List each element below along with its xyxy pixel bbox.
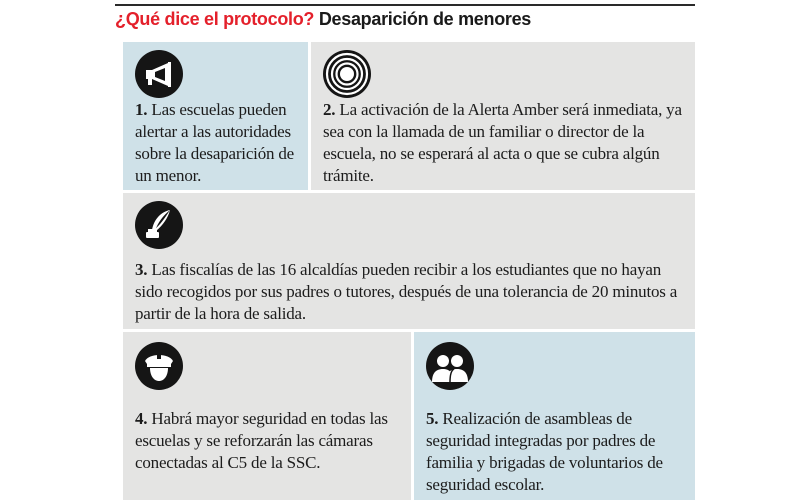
target-icon bbox=[323, 50, 371, 98]
megaphone-icon bbox=[135, 50, 183, 98]
item-4-text bbox=[135, 408, 407, 474]
item-5-text bbox=[426, 408, 688, 496]
item-3-number: 3. bbox=[135, 260, 148, 279]
police-officer-icon bbox=[135, 342, 183, 390]
infographic bbox=[115, 0, 695, 500]
item-3-panel bbox=[123, 193, 695, 329]
item-3-body: Las fiscalías de las 16 alcaldías pueden recibir a los estudiantes que no hayan sido recogidos por sus padres o tutores, después de una tolerancia de 20 minutos a partir de la hora de salida. bbox=[135, 260, 678, 323]
item-1-panel bbox=[123, 42, 308, 190]
people-icon bbox=[426, 342, 474, 390]
quill-icon bbox=[135, 201, 183, 249]
item-5-number: 5. bbox=[426, 409, 439, 428]
item-4-body: Habrá mayor seguridad en todas las escuelas y se reforzarán las cámaras conectadas al C5 de la SSC. bbox=[135, 409, 388, 472]
item-1-number: 1. bbox=[135, 100, 148, 119]
item-2-text bbox=[323, 99, 691, 187]
item-5-panel bbox=[414, 332, 695, 500]
item-1-text bbox=[135, 99, 303, 187]
item-2-number: 2. bbox=[323, 100, 336, 119]
item-2-panel bbox=[311, 42, 695, 190]
title-accent: ¿Qué dice el protocolo? bbox=[115, 9, 315, 29]
item-1-body: Las escuelas pueden alertar a las autoridades sobre la desaparición de un menor. bbox=[135, 100, 294, 185]
item-2-body: La activación de la Alerta Amber será inmediata, ya sea con la llamada de un familiar o director de la escuela, no se esperará al acta o que se cubra algún trámite. bbox=[323, 100, 682, 185]
item-5-body: Realización de asambleas de seguridad integradas por padres de familia y brigadas de voluntarios de seguridad escolar. bbox=[426, 409, 663, 494]
item-4-number: 4. bbox=[135, 409, 148, 428]
item-3-text bbox=[135, 259, 691, 325]
page-title bbox=[115, 6, 531, 32]
title-rest: Desaparición de menores bbox=[318, 9, 532, 29]
item-4-panel bbox=[123, 332, 411, 500]
